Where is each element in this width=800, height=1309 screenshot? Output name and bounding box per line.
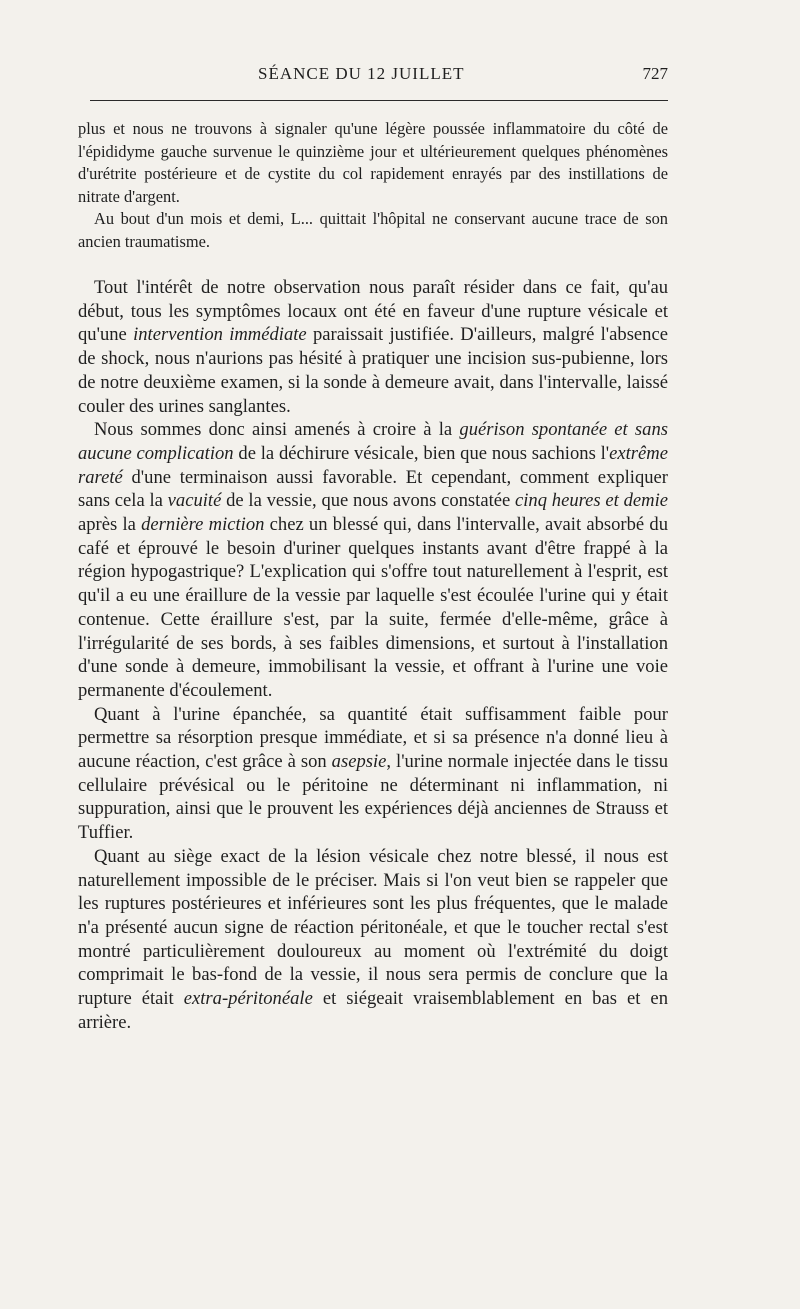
italic-run: asepsie [331,751,387,773]
italic-run: guérison spontanée et sans aucune complication [78,419,668,464]
italic-run: cinq heures et demie [515,490,669,512]
text-run: chez un blessé qui, dans l'intervalle, avait absorbé du café et éprouvé le besoin d'uriner quelques instants avant d'être frappé à la région hypogastrique? L'explication qui s'offre tout naturellement à l'esprit, est qu'il a eu une éraillure de la vessie par laquelle s'est écoulée l'urine qui y était contenue. Cette éraillure s'est, par la suite, fermée d'elle-même, grâce à l'irrégularité de ses bords, à ses faibles dimensions, et surtout à l'installation d'une sonde à demeure, immobilisant la vessie, et offrant à l'urine une voie permanente d'écoulement. [78,514,668,701]
text-run: , l'urine normale injectée dans le tissu cellulaire prévésical ou le péritoine ne déterminant ni inflammation, ni suppuration, ainsi que le prouvent les expériences déjà anciennes de Strauss et Tuffier. [78,751,668,844]
italic-run: dernière miction [141,514,265,536]
text-run: d'une terminaison aussi favorable. Et cependant, comment expliquer sans cela la [78,466,668,512]
body-paragraph-4 [78,845,668,1035]
body-paragraph-1 [78,276,668,418]
italic-run: extrême rareté [78,442,668,488]
page-number: 727 [642,64,668,83]
small-paragraph-2: Au bout d'un mois et demi, L... quittait l'hôpital ne conservant aucune trace de son ancien traumatisme. [78,209,668,251]
small-paragraph-1: plus et nous ne trouvons à signaler qu'une légère poussée inflammatoire du côté de l'épididyme gauche survenue le quinzième jour et ultérieurement quelques phénomènes d'urétrite postérieure et de cystite du col rapidement enrayés par des instillations de nitrate d'argent. [78,119,668,206]
italic-run: intervention immédiate [133,324,307,346]
header-rule [90,100,668,101]
text-run: après la [78,514,142,536]
text-run: de la déchirure vésicale, bien que nous sachions l' [233,442,610,464]
page [78,0,668,1309]
body-paragraph-3 [78,703,668,845]
italic-run: vacuité [167,490,222,512]
text-run: Quant à l'urine épanchée, sa quantité était suffisamment faible pour permettre sa résorption presque immédiate, et si sa présence n'a donné lieu à aucune réaction, c'est grâce à son [78,703,668,773]
text-run: et siégeait vraisemblablement en bas et en arrière. [78,988,668,1033]
text-run: Tout l'intérêt de notre observation nous paraît résider dans ce fait, qu'au début, tous les symptômes locaux ont été en faveur d'une rupture vésicale et qu'une [78,277,668,346]
running-title: SÉANCE DU 12 JUILLET [258,64,465,83]
text-run: Quant au siège exact de la lésion vésicale chez notre blessé, il nous est naturellement impossible de le préciser. Mais si l'on veut bien se rappeler que les ruptures postérieures et inférieures sont les plus fréquentes, que le malade n'a présenté aucun signe de réaction péritonéale, et que le toucher rectal s'est montré particulièrement douloureux au moment où l'extrémité du doigt comprimait le bas-fond de la vessie, il nous sera permis de conclure que la rupture était [78,845,668,1010]
text-run: paraissait justifiée. D'ailleurs, malgré l'absence de shock, nous n'aurions pas hésité à pratiquer une incision sus-pubienne, lors de notre deuxième examen, si la sonde à demeure avait, dans l'intervalle, laissé couler des urines sanglantes. [78,324,668,417]
italic-run: extra-péritonéale [183,988,313,1010]
discussion-body [78,276,668,1035]
body-paragraph-2 [78,418,668,702]
text-run: de la vessie, que nous avons constatée [221,490,516,512]
text-run: Nous sommes donc ainsi amenés à croire à la [94,419,460,441]
case-report-continuation [78,118,668,253]
